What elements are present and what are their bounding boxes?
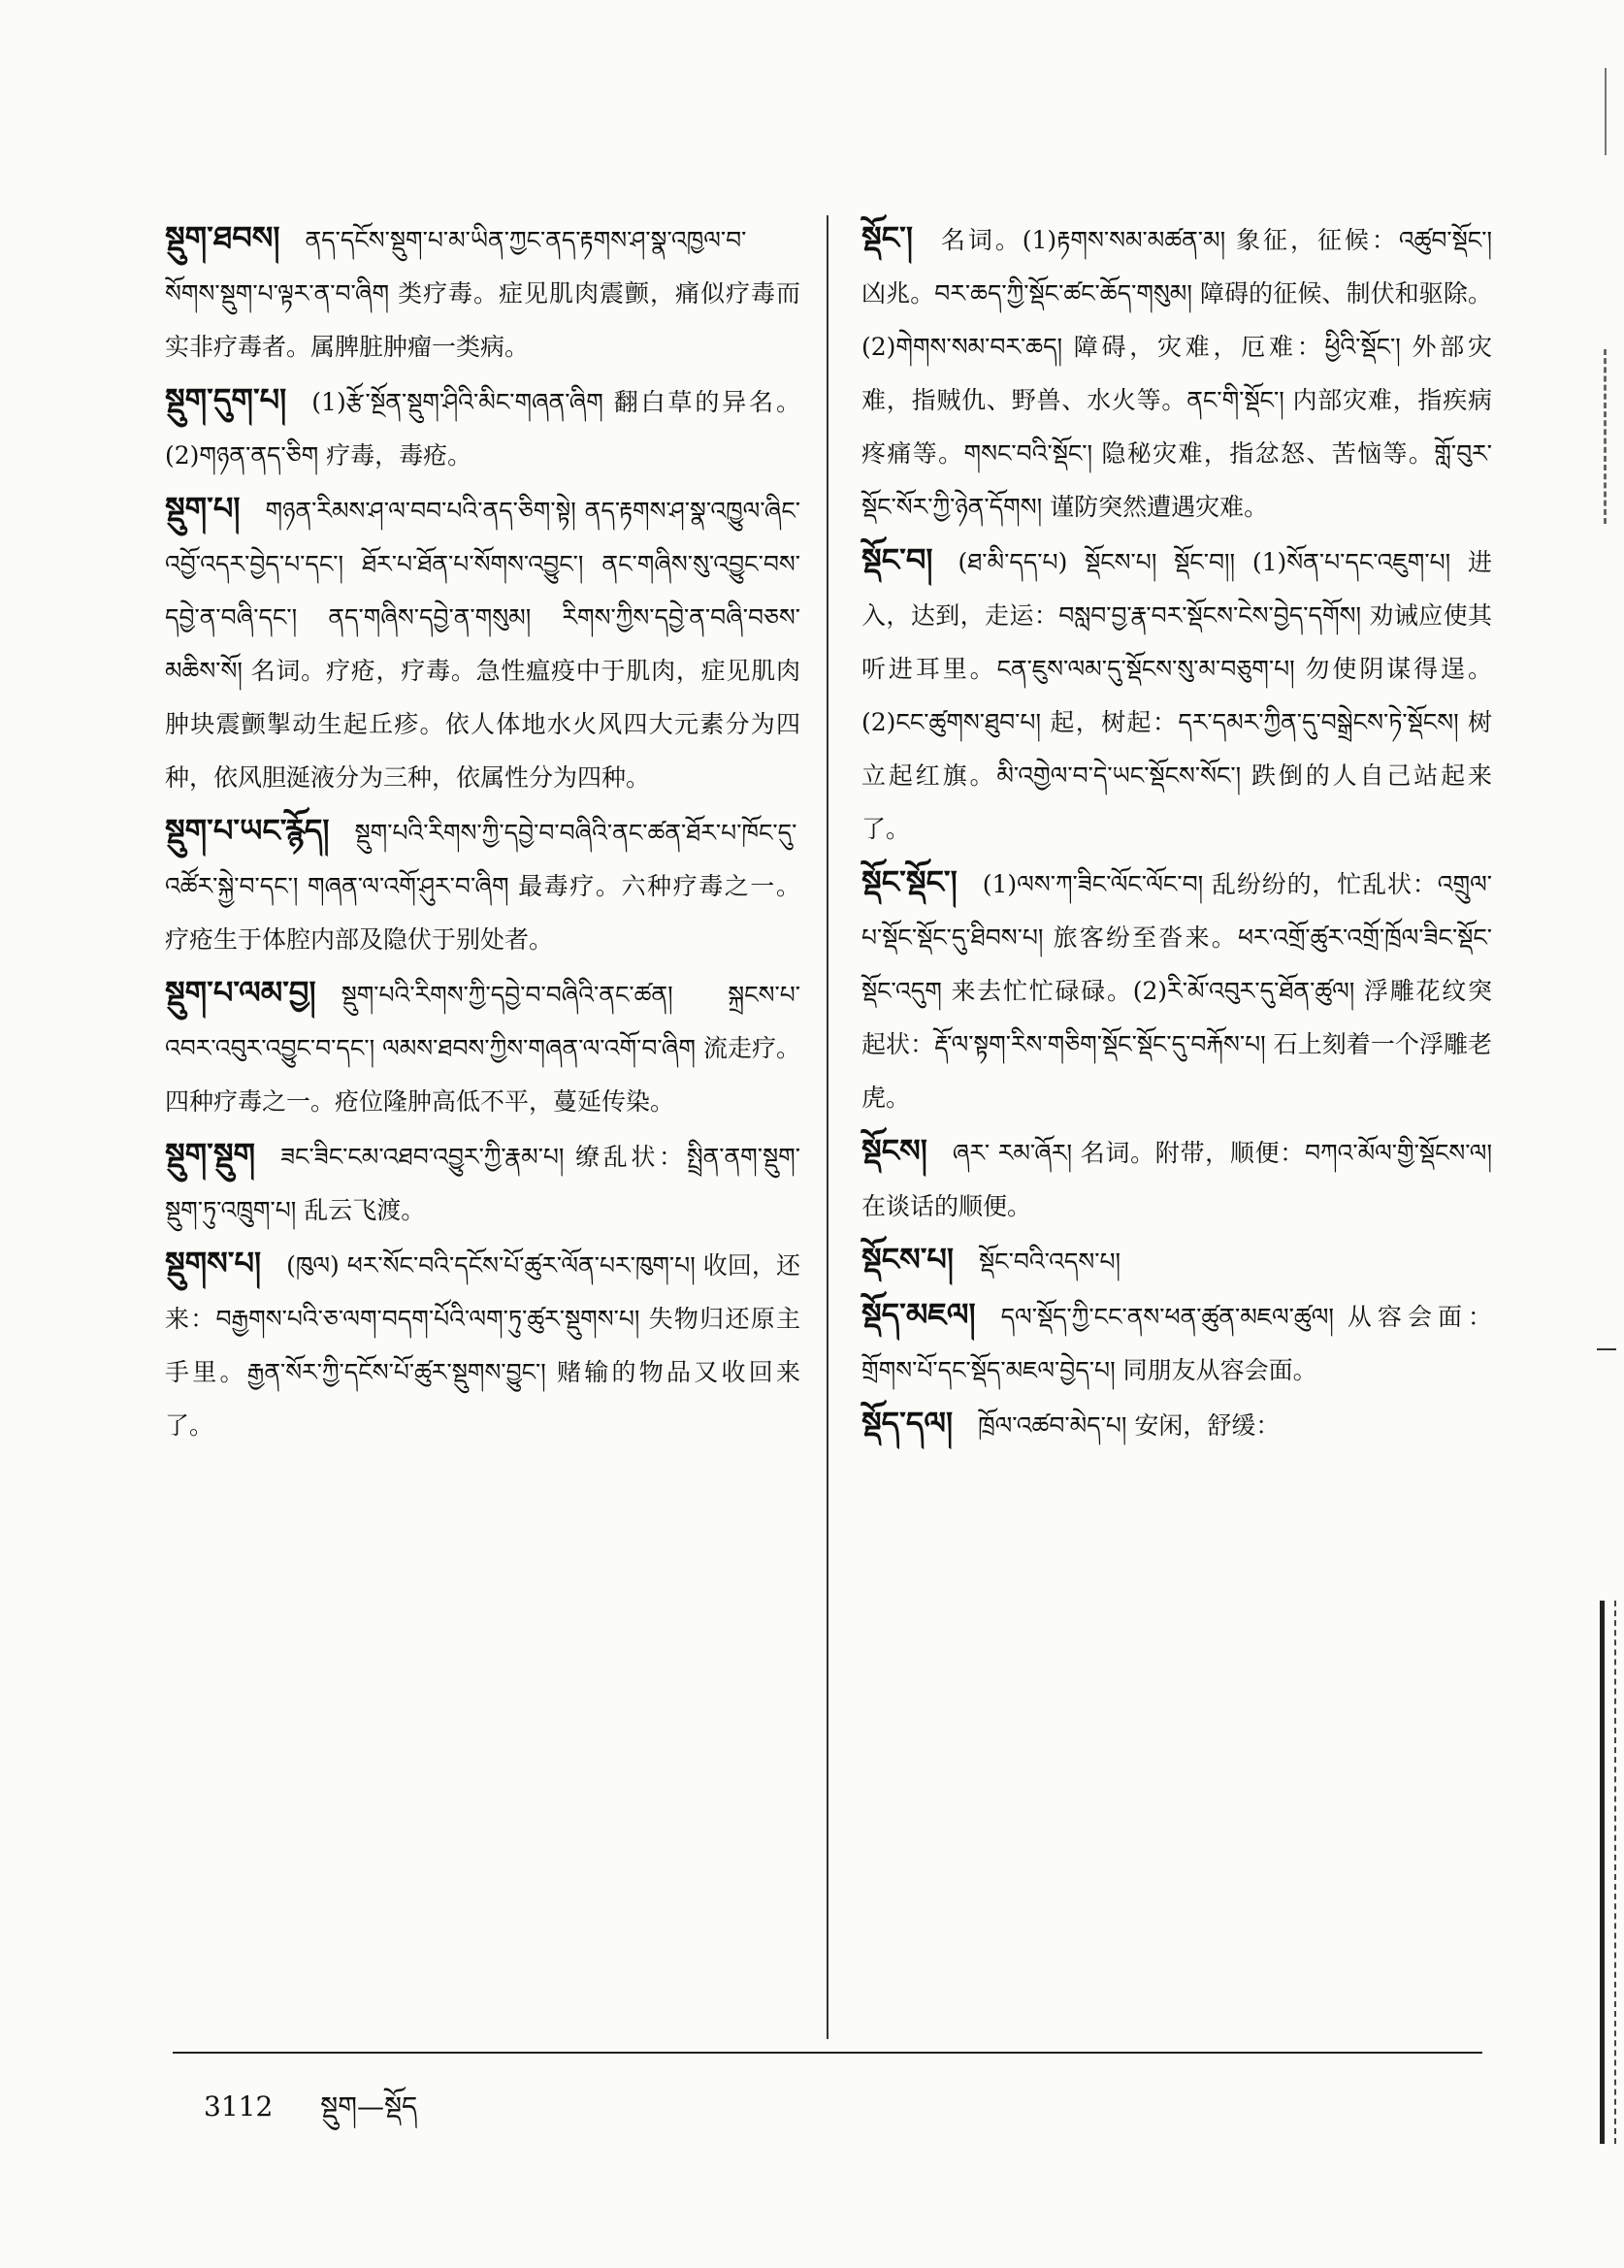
entry-headword: སྡོངས། — [861, 1132, 927, 1169]
entry-definition: ཟང་ཟིང་ངམ་འཐབ་འབྱུར་ཀྱི་རྣམ་པ། 缭乱状：སྤྲིན་ནག་སྡུག་སྡུག་ཏུ་འཁྲུག་པ། 乱云飞渡。 — [165, 1143, 800, 1224]
entry-definition: 名词。(1)རྟགས་སམ་མཚན་མ། 象征，征候：འཚུབ་སྡོང་། 凶兆。བར་ཆད་ཀྱི་སྡོང་ཚང་ཆོད་གསུམ། 障碍的征候、制伏和驱除。(2)གེགས་སམ་བར་ཆད། 障碍，灾难，厄难：ཕྱིའི་སྡོང་། 外部灾难，指贼仇、野兽、水火等。ནང་གི་སྡོང་། 内部灾难，指疾病疼痛等。གསང་བའི་སྡོང་། 隐秘灾难，指忿怒、苦恼等。གློ་བུར་སྡོང་སོར་ཀྱི་ཉེན་དོགས། 谨防突然遭遇灾难。 — [861, 226, 1492, 521]
entry-definition: སྡུག་པའི་རིགས་ཀྱི་དབྱེ་བ་བཞིའི་ནང་ཚན་ཐོར་པ་ཁོང་དུ་འཚོར་སྐྱེ་བ་དང་། གཞན་ལ་འགོ་ཤུར་བ་ཞིག 最毒疗。六种疗毒之一。疗疮生于体腔内部及隐伏于别处者。 — [165, 819, 800, 954]
dictionary-entry — [861, 1233, 1492, 1288]
entry-headword: སྡོང་སྡོང་། — [861, 863, 958, 900]
dictionary-entry — [165, 373, 800, 482]
column-divider — [827, 215, 828, 2039]
footer-rule — [173, 2052, 1482, 2054]
entry-definition: (1)ལས་ཀ་ཟིང་ལོང་ལོང་བ། 乱纷纷的，忙乱状：འགྲུལ་པ་སྡོང་སྡོང་དུ་ཐིབས་པ། 旅客纷至沓来。ཕར་འགྲོ་ཚུར་འགྲོ་ཁྲོལ་ཟིང་སྡོང་སྡོང་འདུག 来去忙忙碌碌。(2)རི་མོ་འབུར་དུ་ཐོན་ཚུལ། 浮雕花纹突起状：རྡོ་ལ་སྟག་རིས་གཅིག་སྡོང་སྡོང་དུ་བརྐོས་པ། 石上刻着一个浮雕老虎。 — [861, 870, 1492, 1112]
dictionary-entry — [861, 534, 1492, 856]
dictionary-entry — [165, 482, 800, 804]
dictionary-entry — [861, 1288, 1492, 1397]
entry-headword: སྡོངས་པ། — [861, 1241, 955, 1278]
entry-headword: སྡོད་མཇལ། — [861, 1296, 976, 1333]
entry-headword: སྡོང་། — [861, 219, 913, 256]
scan-edge-mark — [1600, 1601, 1616, 2144]
entry-headword: སྡུག་དུག་པ། — [165, 381, 287, 418]
entry-definition: (ཐ་མི་དད་པ) སྡོངས་པ། སྡོང་བ།། (1)སོན་པ་དང་འཇུག་པ། 进入，达到，走运：བསླབ་བྱ་རྣ་བར་སྡོངས་ངེས་བྱེད་དགོས། 劝诫应使其听进耳里。ངན་ཇུས་ལམ་དུ་སྡོངས་སུ་མ་བཅུག་པ། 勿使阴谋得逞。(2)ངང་ཚུགས་ཐུབ་པ། 起，树起：དར་དམར་ཀྱིན་དུ་བསྒྲེངས་ཏེ་སྡོངས། 树立起红旗。མི་འགྱེལ་བ་དེ་ཡང་སྡོངས་སོང་། 跌倒的人自己站起来了。 — [861, 548, 1492, 843]
entry-headword: སྡུག་པ་ལམ་བྱ། — [165, 974, 316, 1011]
scan-edge-mark — [1604, 349, 1616, 524]
entry-definition: (ཁུལ) ཕར་སོང་བའི་དངོས་པོ་ཚུར་ལོན་པར་ཁུག་པ། 收回，还来：བརྒྱགས་པའི་ཅ་ལག་བདག་པོའི་ལག་ཏུ་ཚུར་སྡུགས་པ། 失物归还原主手里。རྒྱན་སོར་ཀྱི་དངོས་པོ་ཚུར་སྡུགས་བྱུང་། 赌输的物品又收回来了。 — [165, 1251, 800, 1440]
entry-headword: སྡུགས་པ། — [165, 1245, 262, 1281]
entry-headword: སྡུག་ཐབས། — [165, 219, 280, 256]
entry-definition: (1)རྩོ་སྔོན་སྡུག་ཤིའི་མིང་གཞན་ཞིག 翻白草的异名。(2)གཉན་ནད་ཅིག 疗毒，毒疮。 — [165, 388, 800, 470]
entry-definition: སྡོང་བའི་འདས་པ། — [979, 1247, 1121, 1276]
scan-edge-mark — [1605, 68, 1616, 155]
entry-definition: གཉན་རིམས་ཤ་ལ་བབ་པའི་ནད་ཅིག་སྟེ། ནད་རྟགས་ཤ་སྣ་འཁྱུལ་ཞིང་འབྱོ་འདར་བྱེད་པ་དང་། ཐོར་པ་ཐོན་པ་སོགས་འབྱུང་། ནང་གཞིས་སུ་འབྱུང་བས་དབྱེ་ན་བཞི་དང་། ནད་གཞིས་དབྱེ་ན་གསུམ། རིགས་ཀྱིས་དབྱེ་ན་བཞི་བཅས་མཆིས་སོ། 名词。疗疮，疗毒。急性瘟疫中于肌肉，症见肌肉肿块震颤掣动生起丘疹。依人体地水火风四大元素分为四种，依风胆涎液分为三种，依属性分为四种。 — [165, 497, 800, 792]
dictionary-entry — [861, 211, 1492, 534]
dictionary-entry — [861, 856, 1492, 1124]
entry-headword: སྡུག་པ། — [165, 490, 241, 527]
dictionary-entry — [165, 1128, 800, 1237]
page-range: སྡུག—སྡོད — [320, 2090, 418, 2122]
left-column — [165, 211, 800, 1452]
entry-headword: སྡུག་པ་ཡང་རྙོད། — [165, 812, 330, 849]
entry-definition: ཁྲོལ་འཚབ་མེད་པ། 安闲，舒缓： — [978, 1411, 1281, 1440]
dictionary-entry — [165, 211, 800, 373]
dictionary-entry — [861, 1124, 1492, 1233]
entry-definition: དལ་སྡོད་ཀྱི་ངང་ནས་ཕན་ཚུན་མཇལ་ཚུལ། 从容会面：གྲོགས་པོ་དང་སྡོད་མཇལ་བྱེད་པ། 同朋友从容会面。 — [861, 1303, 1492, 1384]
dictionary-entry — [165, 1237, 800, 1452]
entry-headword: སྡོད་དལ། — [861, 1405, 954, 1442]
scan-edge-mark — [1597, 1348, 1616, 1350]
page-number: 3112 — [204, 2090, 274, 2122]
entry-headword: སྡོང་བ། — [861, 541, 933, 578]
dictionary-entry — [861, 1397, 1492, 1452]
entry-headword: སྡུག་སྡུག — [165, 1136, 256, 1173]
entry-definition: ཞར་ རམ་ཞོར། 名词。附带，顺便：བཀའ་མོལ་གྱི་སྡོངས་ལ། 在谈话的顺便。 — [861, 1139, 1492, 1220]
entry-definition: སྡུག་པའི་རིགས་ཀྱི་དབྱེ་བ་བཞིའི་ནང་ཚན། སྐྲངས་པ་འབར་འབུར་འབྱུང་བ་དང་། ལམས་ཐབས་ཀྱིས་གཞན་ལ་འགོ་བ་ཞིག 流走疗。四种疗毒之一。疮位隆肿高低不平，蔓延传染。 — [165, 981, 800, 1116]
page-footer — [204, 2076, 456, 2153]
dictionary-entry — [165, 804, 800, 966]
right-column — [861, 211, 1492, 1452]
entry-definition: ནད་དངོས་སྡུག་པ་མ་ཡིན་ཀྱང་ནད་རྟགས་ཤ་སྣ་འཁྱལ་བ་སོགས་སྡུག་པ་ལྟར་ན་བ་ཞིག 类疗毒。症见肌肉震颤，痛似疗毒而实非疗毒者。属脾脏肿瘤一类病。 — [165, 226, 800, 361]
dictionary-entry — [165, 966, 800, 1128]
